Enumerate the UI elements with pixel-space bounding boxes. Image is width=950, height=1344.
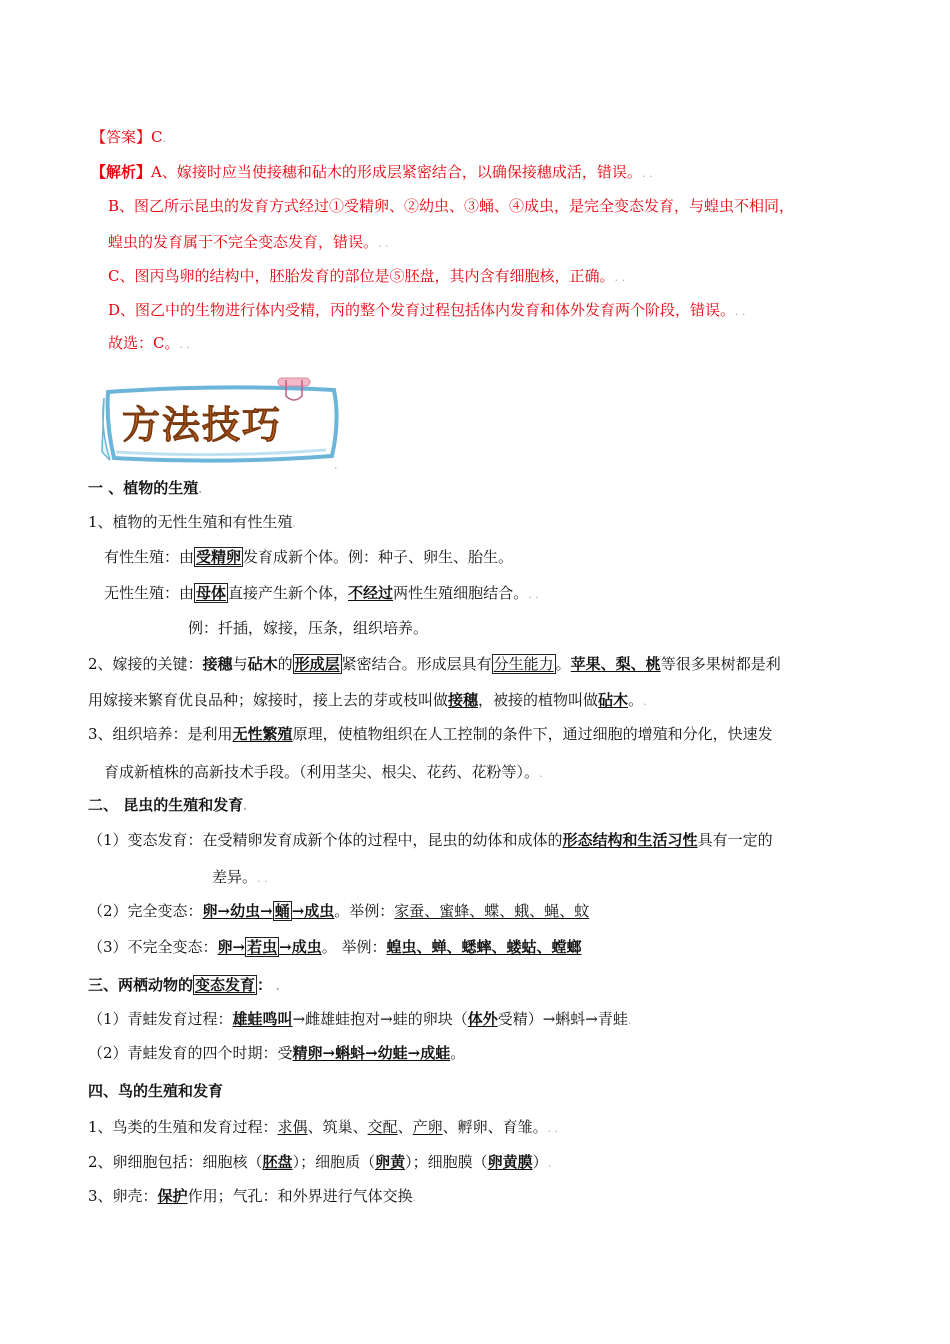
s3-heading: 三、两栖动物的 变态发育 ： .: [88, 976, 280, 994]
egg-cell-m2: ）；细胞膜（: [405, 1153, 488, 1171]
grafting-line-1: [88, 654, 781, 674]
graft-of: 的: [277, 655, 293, 673]
meristem-term: 分生能力: [493, 655, 554, 673]
graft-pre: 2、嫁接的关键：: [88, 655, 203, 673]
egg-cell-pre: 2、卵细胞包括：细胞核（: [88, 1153, 263, 1171]
frog1-pre: （1）青蛙发育过程：: [88, 1010, 233, 1028]
adult-term-2: →成虫: [279, 938, 322, 956]
bird-post: 、孵卵、育雏。: [442, 1118, 548, 1136]
meta-post: 具有一定的: [697, 831, 773, 849]
graft-mid: 紧密结合。形成层具有: [341, 655, 492, 673]
parent-body-term: 母体: [196, 584, 227, 602]
s1-heading-text: 一 、植物的生殖: [88, 479, 199, 497]
graft-line2-pre: 用嫁接来繁育优良品种；嫁接时，接上去的芽或枝叫做: [88, 691, 449, 709]
bird-s1: 、筑巢、: [307, 1118, 368, 1136]
no-fusion-term: 不经过: [348, 584, 394, 602]
incomplete-pre: （3）不完全变态：: [88, 938, 218, 956]
s4-heading: [88, 1081, 223, 1101]
incomplete-mid: 。 举例：: [321, 938, 387, 956]
s2-heading-text: 二、 昆虫的生殖和发育: [88, 796, 244, 814]
frog-stages-term: 精卵→蝌蚪→幼蛙→成蛙: [292, 1044, 451, 1062]
answer-label: 【答案】: [91, 128, 152, 146]
fertilized-egg-term: 受精卵: [196, 548, 242, 566]
egg-cell-line: 2、卵细胞包括：细胞核（胚盘）；细胞质（卵黄）；细胞膜（卵黄膜）.: [88, 1153, 552, 1171]
grafting-line-2: 用嫁接来繁育优良品种；嫁接时，接上去的芽或枝叫做接穗，被接的植物叫做砧木。.: [88, 691, 647, 709]
male-croak-term: 雄蛙鸣叫: [232, 1010, 293, 1028]
s1-p1-title: 1、植物的无性生殖和有性生殖.: [88, 513, 297, 531]
asexual-mid: 直接产生新个体，: [228, 584, 349, 602]
protection-term: 保护: [157, 1187, 188, 1205]
scion-term: 接穗: [202, 655, 233, 673]
sexual-reproduction-line: [104, 547, 513, 567]
analysis-conclusion: 故选：C。. .: [108, 334, 190, 352]
frog1-post: 受精）→蝌蚪→青蛙: [497, 1010, 628, 1028]
mating-term: 交配: [367, 1118, 398, 1136]
graft-post: 等很多果树都是利: [660, 655, 781, 673]
asexual-example-line: [188, 618, 428, 638]
s3-heading-key: 变态发育: [195, 976, 256, 994]
metamorphosis-line-1: [88, 830, 773, 850]
egg-cell-m1: ）；细胞质（: [292, 1153, 376, 1171]
analysis-label: 【解析】: [91, 163, 152, 181]
meta-line2: 差异。: [212, 868, 258, 886]
germinal-disc-term: 胚盘: [262, 1153, 293, 1171]
frog1-mid: →雌雄蛙抱对→蛙的卵块（: [292, 1010, 468, 1028]
tissue-culture-line-2: 育成新植株的高新技术手段。（利用茎尖、根尖、花药、花粉等）。.: [104, 763, 543, 781]
conclusion-text: 故选：C。: [108, 334, 180, 352]
analysis-line-b1: [108, 196, 794, 216]
analysis-c: C、图丙鸟卵的结构中，胚胎发育的部位是⑤胚盘，其内含有细胞核，正确。: [108, 267, 615, 285]
asexual-reproduction-line: 无性生殖：由 母体 直接产生新个体，不经过两性生殖细胞结合。. .: [104, 584, 539, 602]
answer-value: C: [151, 128, 163, 146]
fruit-trees-term: 苹果、梨、桃: [570, 655, 661, 673]
incomplete-examples: 蝗虫、蝉、蟋蟀、蝼蛄、螳螂: [386, 938, 582, 956]
complete-pre: （2）完全变态：: [88, 902, 203, 920]
complete-examples: 家蚕、蜜蜂、蝶、蛾、蝇、蚊: [394, 902, 590, 920]
cambium-term: 形成层: [294, 655, 340, 673]
asexual-pre: 无性生殖：由: [104, 584, 195, 602]
analysis-line-a: 【解析】A、嫁接时应当使接穗和砧木的形成层紧密结合，以确保接穗成活，错误。. .: [91, 163, 653, 181]
vitelline-membrane-term: 卵黄膜: [487, 1153, 533, 1171]
analysis-a: A、嫁接时应当使接穗和砧木的形成层紧密结合，以确保接穗成活，错误。: [151, 163, 642, 181]
analysis-b1: B、图乙所示昆虫的发育方式经过①受精卵、②幼虫、③蛹、④成虫，是完全变态发育，与蝗虫不相同，: [108, 197, 795, 215]
s1-p1-title-text: 1、植物的无性生殖和有性生殖: [88, 513, 293, 531]
external-term: 体外: [467, 1010, 498, 1028]
yolk-term: 卵黄: [375, 1153, 406, 1171]
frog-process-line: （1）青蛙发育过程：雄蛙鸣叫→雌雄蛙抱对→蛙的卵块（体外受精）→蝌蚪→青蛙.: [88, 1010, 632, 1028]
analysis-d: D、图乙中的生物进行体内受精，丙的整个发育过程包括体内发育和体外发育两个阶段，错误。: [108, 301, 736, 319]
bird-s2: 、: [397, 1118, 413, 1136]
stock-term: 砧木: [247, 655, 278, 673]
egg-cell-post: ）: [532, 1153, 548, 1171]
sexual-pre: 有性生殖：由: [104, 548, 195, 566]
graft-and: 与: [232, 655, 248, 673]
tissue-line2: 育成新植株的高新技术手段。（利用茎尖、根尖、花药、花粉等）。: [104, 763, 540, 781]
sexual-post: 发育成新个体。例：种子、卵生、胎生。: [243, 548, 514, 566]
analysis-b2: 蝗虫的发育属于不完全变态发育，错误。: [108, 233, 379, 251]
bird-process-line: 1、鸟类的生殖和发育过程：求偶、筑巢、交配、产卵、孵卵、育雏。. .: [88, 1118, 559, 1136]
analysis-line-b2: 蝗虫的发育属于不完全变态发育，错误。. .: [108, 233, 389, 251]
s1-heading: 一 、植物的生殖.: [88, 479, 203, 497]
answer-line: 【答案】C.: [91, 128, 166, 146]
asexual-propagation-term: 无性繁殖: [232, 725, 293, 743]
frog2-post: 。: [450, 1044, 466, 1062]
egg-term: 卵→: [217, 938, 246, 956]
asexual-example-text: 例：扦插，嫁接，压条，组织培养。: [188, 619, 429, 637]
morphology-habits-term: 形态结构和生活习性: [562, 831, 698, 849]
banner-title: 方法技巧: [122, 403, 283, 447]
metamorphosis-line-2: 差异。. .: [212, 868, 268, 886]
complete-metamorphosis-line: [88, 901, 589, 921]
s4-heading-text: 四、鸟的生殖和发育: [88, 1082, 224, 1100]
adult-term: →成虫: [291, 902, 335, 920]
courtship-term: 求偶: [277, 1118, 308, 1136]
tissue-culture-line-1: [88, 724, 773, 744]
s2-heading: 二、 昆虫的生殖和发育.: [88, 796, 248, 814]
eggshell-post: 作用；气孔：和外界进行气体交换: [187, 1187, 413, 1205]
complete-mid: 。举例：: [334, 902, 395, 920]
analysis-line-c: C、图丙鸟卵的结构中，胚胎发育的部位是⑤胚盘，其内含有细胞核，正确。. .: [108, 267, 625, 285]
scion-term-2: 接穗: [448, 691, 479, 709]
pupa-term: 蛹: [274, 902, 290, 920]
eggshell-line: 3、卵壳：保护作用；气孔：和外界进行气体交换.: [88, 1187, 417, 1205]
egg-laying-term: 产卵: [412, 1118, 443, 1136]
asexual-post: 两性生殖细胞结合。: [393, 584, 529, 602]
eggshell-pre: 3、卵壳：: [88, 1187, 158, 1205]
bird-pre: 1、鸟类的生殖和发育过程：: [88, 1118, 278, 1136]
s3-heading-post: ：: [257, 976, 273, 994]
incomplete-metamorphosis-line: [88, 937, 582, 957]
graft-dot: 。: [555, 655, 571, 673]
s3-heading-pre: 三、两栖动物的: [88, 976, 194, 994]
tissue-pre: 3、组织培养：是利用: [88, 725, 233, 743]
graft-line2-mid: ，被接的植物叫做: [478, 691, 599, 709]
frog-stages-line: [88, 1043, 465, 1063]
nymph-term: 若虫: [247, 938, 278, 956]
meta-pre: （1）变态发育：在受精卵发育成新个体的过程中，昆虫的幼体和成体的: [88, 831, 563, 849]
frog2-pre: （2）青蛙发育的四个时期：受: [88, 1044, 293, 1062]
method-tips-banner: [96, 376, 342, 464]
stock-term-2: 砧木: [598, 691, 629, 709]
tissue-post: 原理，使植物组织在人工控制的条件下，通过细胞的增殖和分化，快速发: [292, 725, 773, 743]
analysis-line-d: D、图乙中的生物进行体内受精，丙的整个发育过程包括体内发育和体外发育两个阶段，错误。. .: [108, 301, 746, 319]
graft-line2-end: 。: [628, 691, 644, 709]
egg-larva-term: 卵→幼虫→: [202, 902, 273, 920]
